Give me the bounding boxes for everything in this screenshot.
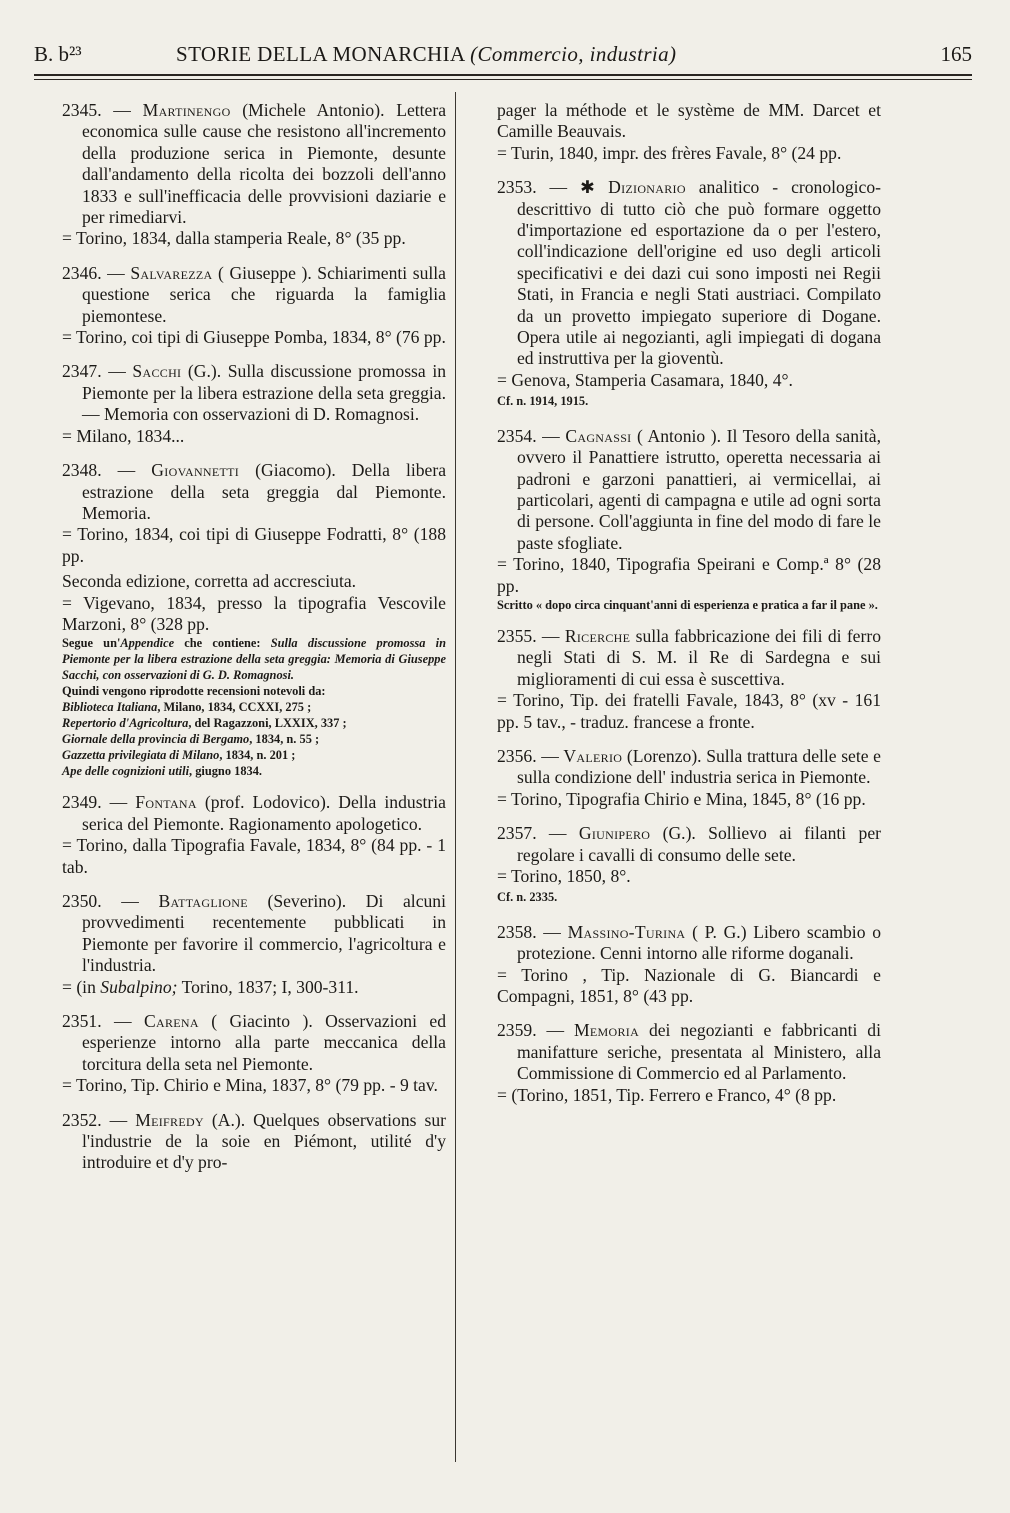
entry-number: 2357. — xyxy=(497,823,579,844)
entry-title: dei negozianti e fabbricanti di manifatture seriche, presentata al Ministero, alla Commissione di Commercio ed al Parlamento. xyxy=(517,1020,881,1084)
entry-author: Martinengo xyxy=(142,100,231,120)
entry-imprint: = Torino , Tip. Nazionale di G. Biancardi e Compagni, 1851, 8° (43 pp. xyxy=(497,964,881,1007)
header-rule-thin xyxy=(34,79,972,80)
entry-text xyxy=(62,361,446,425)
entry-author: Carena xyxy=(143,1011,199,1031)
asterisk-icon: ✱ xyxy=(580,177,595,198)
entry-number: 2346. — xyxy=(62,262,131,283)
entry-title: (A.). Quelques observations sur l'industrie de la soie en Piémont, utilité d'y introduire et d'y pro- xyxy=(82,1109,446,1173)
right-column xyxy=(497,100,881,1119)
entry-reviews xyxy=(62,683,446,779)
entry-2345 xyxy=(62,100,446,250)
review-source: Giornale della provincia di Bergamo xyxy=(62,732,250,747)
entry-title: (Michele Antonio). Lettera economica sulle cause che resistono all'incremento della produzione serica in Piemonte, desunte dall'andamento della ricolta dei bozzoli dell'anno 1833 e sull'inefficacia delle provvisioni daziarie e per rimediarvi. xyxy=(82,100,446,228)
entry-title: (prof. Lodovico). Della industria serica del Piemonte. Ragionamento apologetico. xyxy=(82,792,446,834)
entry-2353 xyxy=(497,177,881,412)
entry-2354 xyxy=(497,426,881,613)
entry-title: ( Giacinto ). Osservazioni ed esperienze intorno alla parte meccanica della torcitura della seta nel Piemonte. xyxy=(82,1011,446,1074)
entry-author: Memoria xyxy=(573,1020,640,1041)
entry-title: ( Giuseppe ). Schiarimenti sulla questione serica che riguarda la famiglia piemontese. xyxy=(82,262,446,326)
entry-note xyxy=(62,635,446,683)
entry-author: Sacchi xyxy=(132,361,182,382)
review-source: Biblioteca Italiana xyxy=(62,700,158,715)
entry-number: 2349. — xyxy=(62,792,136,813)
entry-2350 xyxy=(62,891,446,998)
entry-imprint: = Torino, 1834, coi tipi di Giuseppe Fodratti, 8° (188 pp. xyxy=(62,524,446,566)
entry-number: 2345. — xyxy=(62,100,143,120)
entry-text xyxy=(62,460,446,524)
entry-text xyxy=(497,746,881,789)
note-part: Sulla discussione promossa in Piemonte per la libera estrazione della seta greggia: Memoria di Giuseppe Sacchi, con osservazioni di G. D. Romagnosi. xyxy=(62,636,446,683)
entry-imprint-second: = Vigevano, 1834, presso la tipografia Vescovile Marzoni, 8° (328 pp. xyxy=(62,592,446,634)
entry-imprint: = Torino, 1840, Tipografia Speirani e Comp.ª 8° (28 pp. xyxy=(497,554,881,596)
review-ref: , Milano, 1834, CCXXI, 275 ; xyxy=(157,700,312,715)
entry-2346 xyxy=(62,263,446,349)
entry-text xyxy=(62,891,446,977)
column-divider xyxy=(455,92,456,1462)
entry-author: Giovannetti xyxy=(151,460,240,481)
entry-author: Meifredy xyxy=(135,1109,204,1130)
entry-imprint: = Torino, 1834, dalla stamperia Reale, 8° (35 pp. xyxy=(62,228,406,249)
review-ref: , 1834, n. 201 ; xyxy=(219,748,296,763)
entry-number: 2348. — xyxy=(62,460,152,481)
entry-edition: Seconda edizione, corretta ad accresciuta. xyxy=(62,571,357,592)
running-title-section: (Commercio, industria) xyxy=(470,42,677,66)
entry-2356 xyxy=(497,746,881,810)
entry-imprint xyxy=(62,977,446,998)
entry-imprint: = Milano, 1834... xyxy=(62,425,185,446)
entry-2347 xyxy=(62,361,446,447)
note-part: Segue un' xyxy=(62,636,121,651)
review-source: Gazzetta privilegiata di Milano xyxy=(62,748,220,763)
entry-title: ( Antonio ). Il Tesoro della sanità, ovvero il Panattiere istrutto, operetta necessaria ai padroni e garzoni panattieri, ai vermicellai, ai particolari, agenti di campagna e utile ad ogni sorta di persone. Coll'aggiunta in fine del modo di fare le paste sfogliate. xyxy=(517,425,881,553)
entry-imprint: = Torino, Tip. dei fratelli Favale, 1843, 8° (xv - 161 pp. 5 tav., - traduz. francese a fronte. xyxy=(497,690,881,732)
entry-title: sulla fabbricazione dei fili di ferro negli Stati di S. M. il Re di Sardegna e sui miglioramenti di cui essa è suscettiva. xyxy=(517,625,881,689)
review-source: Ape delle cognizioni utili xyxy=(62,764,190,779)
entry-text xyxy=(62,263,446,327)
entry-text xyxy=(497,1020,881,1084)
entry-imprint: = Turin, 1840, impr. des frères Favale, 8° (24 pp. xyxy=(497,142,842,163)
entry-number: 2355. — xyxy=(497,625,565,646)
entry-author: Giunipero xyxy=(578,823,651,844)
review-ref: , 1834, n. 55 ; xyxy=(249,732,320,747)
entry-text xyxy=(62,100,446,228)
entry-imprint: = Torino, Tipografia Chirio e Mina, 1845, 8° (16 pp. xyxy=(497,788,866,809)
entry-title: (G.). Sollievo ai filanti per regolare i cavalli di consumo delle sete. xyxy=(517,823,881,865)
entry-text xyxy=(62,792,446,835)
entry-imprint: = Torino, dalla Tipografia Favale, 1834, 8° (84 pp. - 1 tab. xyxy=(62,835,446,877)
note-part: Appendice xyxy=(120,636,175,651)
entry-text xyxy=(497,823,881,866)
entry-2357 xyxy=(497,823,881,909)
entry-text xyxy=(497,426,881,554)
entry-number: 2353. — xyxy=(497,177,581,198)
entry-2349 xyxy=(62,792,446,878)
review-ref: , del Ragazzoni, LXXIX, 337 ; xyxy=(188,716,347,731)
signature-mark: B. b²³ xyxy=(34,42,82,66)
entry-title: (G.). Sulla discussione promossa in Piemonte per la libera estrazione della seta greggia. — Memoria con osservazioni di D. Romagnosi. xyxy=(82,361,447,425)
entry-text xyxy=(497,922,881,965)
entry-author: Valerio xyxy=(563,745,623,766)
imprint-journal: Subalpino; xyxy=(100,976,178,997)
entry-title: (Severino). Di alcuni provvedimenti recentemente pubblicati in Piemonte per favorire il commercio, l'agricoltura e l'industria. xyxy=(82,890,446,976)
cross-reference: Cf. n. 1914, 1915. xyxy=(497,394,589,409)
entry-author: Fontana xyxy=(135,792,197,813)
entry-number: 2347. — xyxy=(62,361,133,382)
left-column xyxy=(62,100,446,1187)
entry-imprint: = Torino, Tip. Chirio e Mina, 1837, 8° (79 pp. - 9 tav. xyxy=(62,1075,438,1096)
running-title xyxy=(176,42,676,67)
review-ref: , giugno 1834. xyxy=(189,764,262,779)
entry-2348 xyxy=(62,460,446,779)
entry-2352-continued xyxy=(497,100,881,164)
reviews-intro: Quindi vengono riprodotte recensioni notevoli da: xyxy=(62,684,326,699)
entry-title-continued: pager la méthode et le système de MM. Darcet et Camille Beauvais. xyxy=(497,100,881,142)
entry-2355 xyxy=(497,626,881,733)
entry-2351 xyxy=(62,1011,446,1097)
entry-author: Massino-Turina xyxy=(567,921,686,942)
entry-imprint: = Torino, coi tipi di Giuseppe Pomba, 1834, 8° (76 pp. xyxy=(62,327,446,348)
note-part: che contiene: xyxy=(174,636,271,651)
entry-author: Battaglione xyxy=(158,890,248,911)
entry-number: 2359. — xyxy=(497,1020,574,1041)
entry-number: 2356. — xyxy=(497,745,564,766)
entry-number: 2351. — xyxy=(62,1011,144,1031)
entry-text xyxy=(497,177,881,370)
entry-author: Ricerche xyxy=(564,625,631,646)
entry-imprint: = Torino, 1850, 8°. xyxy=(497,866,631,886)
entry-imprint: = Genova, Stamperia Casamara, 1840, 4°. xyxy=(497,369,793,390)
imprint-part: Torino, 1837; I, 300-311. xyxy=(177,976,359,997)
entry-number: 2358. — xyxy=(497,921,568,942)
review-source: Repertorio d'Agricoltura xyxy=(62,716,189,731)
entry-title: ( P. G.) Libero scambio o protezione. Cenni intorno alle riforme doganali. xyxy=(517,921,881,964)
entry-2358 xyxy=(497,922,881,1008)
entry-text xyxy=(62,1011,446,1075)
entry-title: (Giacomo). Della libera estrazione della seta greggia dal Piemonte. Memoria. xyxy=(82,460,446,523)
running-title-main: STORIE DELLA MONARCHIA xyxy=(176,42,471,66)
entry-author: Salvarezza xyxy=(130,262,213,283)
page-number: 165 xyxy=(940,42,972,66)
entry-author: Dizionario xyxy=(594,177,686,198)
cross-reference: Cf. n. 2335. xyxy=(497,890,558,905)
entry-number: 2354. — xyxy=(497,425,566,446)
entry-title: analitico - cronologico-descrittivo di tutto ciò che può formare oggetto d'importazione ed esportazione da o per l'estero, coll'indicazione dell'origine ed uso degli articoli specificativi e dei dazi cui sono imposti nei Regii Stati, in Francia e negli Stati austriaci. Compilato da un provetto impiegato superiore di Dogane. Opera utile ai negozianti, agli impiegati di dogana ed instruttiva per la gioventù. xyxy=(517,177,881,369)
running-header xyxy=(34,38,972,72)
imprint-part: = (in xyxy=(62,976,101,997)
entry-imprint: = (Torino, 1851, Tip. Ferrero e Franco, 4° (8 pp. xyxy=(497,1084,837,1105)
entry-author: Cagnassi xyxy=(565,425,632,446)
entry-2359 xyxy=(497,1020,881,1106)
entry-number: 2352. — xyxy=(62,1109,136,1130)
entry-title: (Lorenzo). Sulla trattura delle sete e sulla condizione dell' industria serica in Piemonte. xyxy=(517,745,881,788)
entry-2352 xyxy=(62,1110,446,1174)
entry-number: 2350. — xyxy=(62,890,159,911)
entry-text xyxy=(497,626,881,690)
header-rule-thick xyxy=(34,74,972,76)
entry-note: Scritto « dopo circa cinquant'anni di esperienza e pratica a far il pane ». xyxy=(497,597,878,612)
entry-text xyxy=(62,1110,446,1174)
